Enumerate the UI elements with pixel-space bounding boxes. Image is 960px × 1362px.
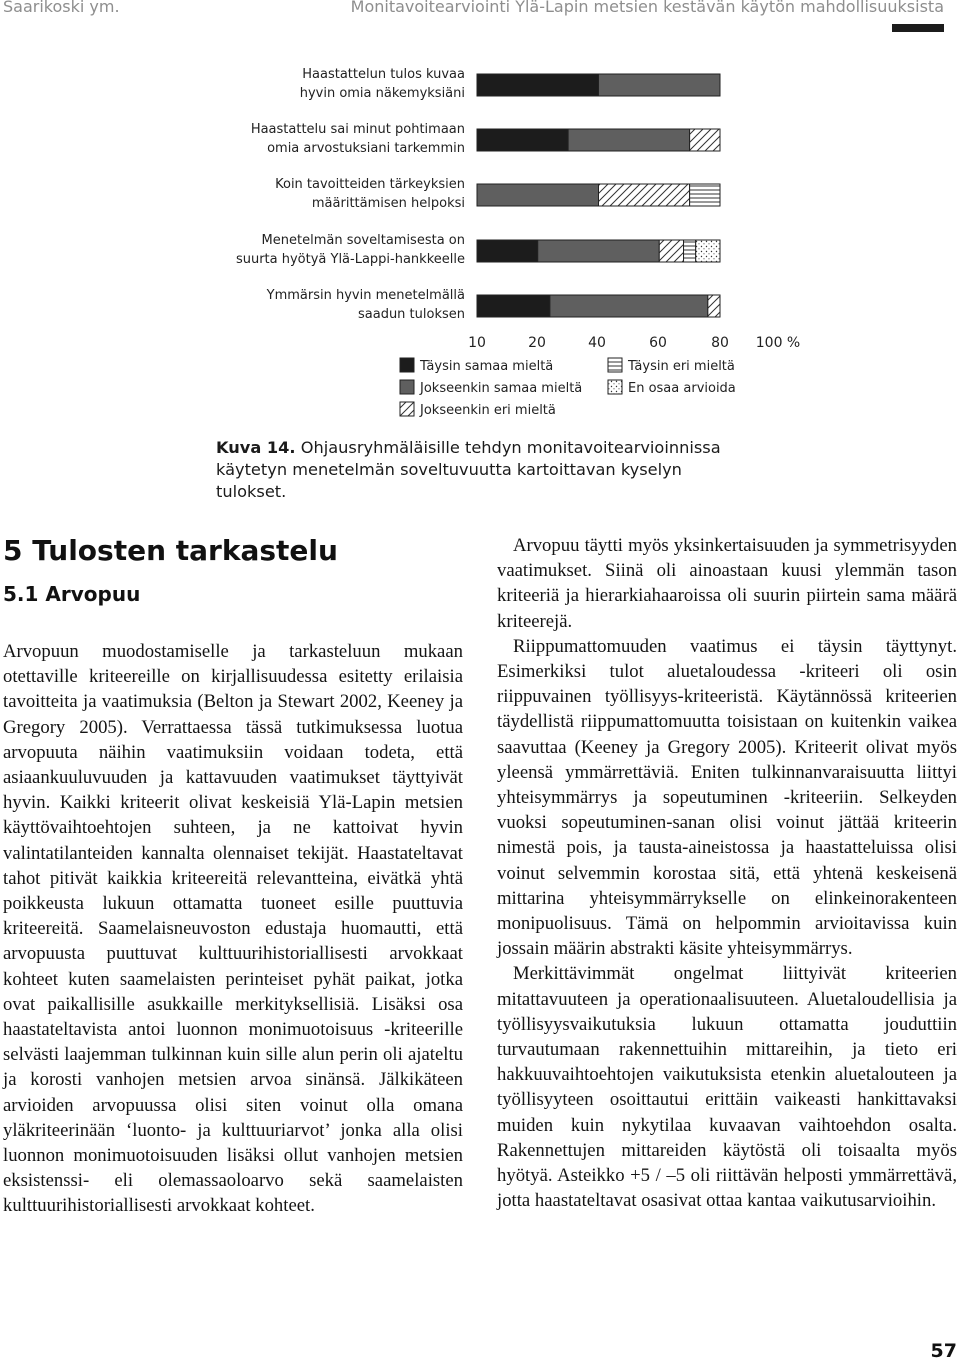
subsection-title: 5.1 Arvopuu [3, 582, 141, 606]
bar-segment [690, 184, 720, 206]
category-label: hyvin omia näkemyksiäni [299, 86, 465, 101]
category-label: Haastattelun tulos kuvaa [302, 67, 465, 82]
figure-caption [216, 437, 756, 503]
bar-segment [477, 129, 568, 151]
category-label: Menetelmän soveltamisesta on [261, 233, 465, 248]
legend-swatch [400, 380, 414, 394]
legend-swatch [608, 380, 622, 394]
bar-segment [477, 295, 550, 317]
category-label: Ymmärsin hyvin menetelmällä [266, 288, 465, 303]
left-column [3, 639, 463, 1219]
category-label: määrittämisen helpoksi [311, 196, 465, 211]
bar-segment [690, 129, 720, 151]
paragraph: Arvopuu täytti myös yksinkertaisuuden ja symmetrisyyden vaatimukset. Siinä oli ainoastaan kuusi ylemmän tason kriteeriä ja hierarkiahaaroissa oli suurin piirtein sama määrä kriteerejä. [497, 535, 957, 632]
bar-segment [477, 184, 599, 206]
legend-label: Jokseenkin samaa mieltä [420, 381, 583, 396]
bar-segment [659, 240, 683, 262]
paragraph: Riippumattomuuden vaatimus ei täysin täyttynyt. Esimerkiksi tulot aluetaloudessa -kriteeri oli osin riippuvainen työllisyys-kriteeristä. Käytännössä kriteerien täydellistä riippumattomuutta toisistaan on kuitenkin vaikea saavuttaa (Keeney ja Gregory 2005). Kriteerit olivat myös yleensä ymmärrettäviä. Eniten tulkinnanvaraisuutta liittyi yhteisymmärrys ja sopeutuminen -kriteeriin. Selkeyden vuoksi sopeutuminen-sanan olisi voinut jättää kriteerin nimestä pois, ja tausta-aineistossa ja haastatteluissa olisi voinut selvemmin korostaa sitä, että yhtenä keskeisenä mittarina yhteisymmärrykselle on elinkeinorakenteen monipuolisuus. Tämä on helpommin arvioitavissa kuin jossain määrin abstrakti käsite yhteisymmärrys. [497, 635, 957, 960]
x-tick-label: 80 [711, 335, 729, 351]
stacked-bar-chart [0, 0, 960, 430]
category-label: Haastattelu sai minut pohtimaan [250, 122, 465, 137]
bar-segment [684, 240, 696, 262]
legend-swatch [400, 402, 414, 416]
x-tick-label: 10 [468, 335, 486, 351]
bar-segment [696, 240, 720, 262]
legend-label: Jokseenkin eri mieltä [420, 403, 556, 418]
page-number: 57 [930, 1340, 957, 1362]
x-tick-label: 100 % [755, 335, 801, 351]
legend-label: Täysin eri mieltä [628, 359, 735, 374]
caption-label: Kuva 14. [216, 438, 296, 457]
bar-segment [599, 74, 721, 96]
x-tick-label: 60 [649, 335, 667, 351]
legend-label: En osaa arvioida [628, 381, 736, 396]
category-label: suurta hyötyä Ylä-Lappi-hankkeelle [235, 252, 465, 267]
legend-swatch [400, 358, 414, 372]
category-label: Koin tavoitteiden tärkeyksien [275, 177, 465, 192]
caption-text: Ohjausryhmäläisille tehdyn monitavoitearvioinnissa käytetyn menetelmän soveltuvuutta kartoittavan kyselyn tulokset. [216, 438, 721, 501]
legend-label: Täysin samaa mieltä [420, 359, 554, 374]
paragraph: Arvopuun muodostamiselle ja tarkasteluun mukaan otettaville kriteereille on kirjallisuudessa esitetty erilaisia tavoitteita ja vaatimuksia (Belton ja Stewart 2002, Keeney ja Gregory 2005). Verrattaessa tässä tutkimuksessa luotua arvopuuta näihin vaatimuksiin voidaan todeta, että asiaankuuluvuuden ja kattavuuden vaatimukset täyttyivät hyvin. Kaikki kriteerit olivat keskeisiä Ylä-Lapin metsien käyttövaihtoehtojen suhteen, ja ne kattoivat hyvin valintatilanteiden kannalta olennaiset tekijät. Haastateltavat tahot pitivät kaikkia kriteereitä relevantteina, eivätkä yhtä poikkeusta lukuun ottamatta tuoneet esille puuttuvia kriteereitä. Saamelaisneuvoston edustaja huomautti, että arvopuusta puuttuvat kulttuurihistoriallisesti arvokkaat kohteet kuten saamelaisten perinteiset pyhät paikat, jotka ovat paikallisille asukkaille merkityksellisiä. Lisäksi osa haastateltavista antoi luonnon monimuotoisuus -kriteerille selvästi laajemman tulkinnan kuin sille alun perin oli ajateltu ja korosti vanhojen metsien arvoa sinänsä. Jälkikäteen arvioiden arvopuussa olisi siten voinut olla omana yläkriteerinään ‘luonto- ja kulttuuriarvot’ jonka alla olisi luonnon monimuotoisuuden lisäksi ollut vanhojen metsien eksistenssi- eli olemassaoloarvo sekä saamelaisten kulttuurihistoriallisesti arvokkaat kohteet. [3, 641, 463, 1217]
x-tick-label: 20 [528, 335, 546, 351]
paragraph: Merkittävimmät ongelmat liittyivät kriteerien mitattavuuteen ja operationaalisuuteen. Aluetaloudellisia ja työllisyysvaikutuksia lukuun ottamatta jouduttiin turvautumaan rakennettuihin mittareihin, ja tieto eri hakkuuvaihtoehtojen vaikutuksista etenkin aluetalouteen ja työllisyyteen osoittautui erittäin vaikeasti hankittavaksi muiden kuin nykytilaa kuvaavan vaihtoehdon osalta. Rakennettujen mittareiden käytöstä oli toisaalta myös hyötyä. Asteikko +5 / –5 oli riittävän helposti ymmärrettävä, jotta haastateltavat osasivat ottaa kantaa vaikutusarvioihin. [497, 963, 957, 1212]
header-title: Monitavoitearviointi Ylä-Lapin metsien kestävän käytön mahdollisuuksista [350, 0, 944, 16]
right-column [497, 533, 957, 1213]
section-title: 5 Tulosten tarkastelu [3, 534, 338, 567]
bar-segment [477, 240, 538, 262]
bar-segment [568, 129, 690, 151]
bar-segment [477, 74, 599, 96]
legend-swatch [608, 358, 622, 372]
bar-segment [538, 240, 660, 262]
bar-segment [550, 295, 708, 317]
category-label: saadun tuloksen [357, 307, 465, 322]
x-tick-label: 40 [588, 335, 606, 351]
bar-segment [599, 184, 690, 206]
header-authors: Saarikoski ym. [3, 0, 120, 16]
bar-segment [708, 295, 720, 317]
category-label: omia arvostuksiani tarkemmin [267, 141, 465, 156]
